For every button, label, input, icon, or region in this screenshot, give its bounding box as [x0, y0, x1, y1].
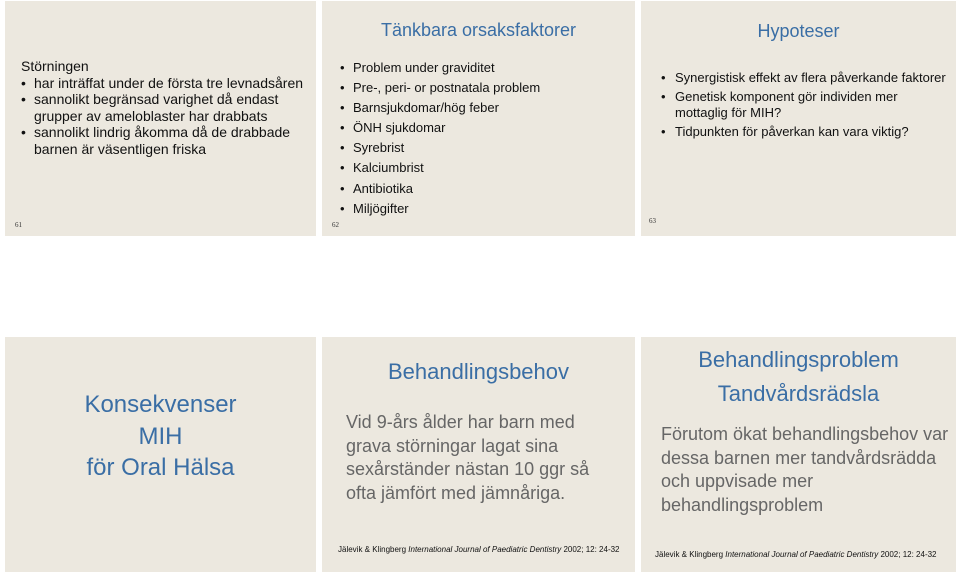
- bullet-item: • Antibiotika: [340, 179, 540, 199]
- slide-66-title: Behandlingsproblem: [698, 347, 899, 372]
- slide-63-bullets: [659, 70, 951, 142]
- slide-61: [5, 1, 316, 236]
- bullet-item: • Syrebrist: [340, 138, 540, 158]
- slide-63-title: Hypoteser: [757, 21, 840, 41]
- slide-65-title: Behandlingsbehov: [387, 359, 570, 384]
- title-line: för Oral Hälsa: [86, 454, 235, 481]
- citation-authors: Jälevik & Klingberg: [338, 545, 409, 554]
- bullet-item: • Barnsjukdomar/hög feber: [340, 98, 540, 118]
- bullet-item: • sannolikt begränsad varighet då endast grupper av ameloblaster har drabbats: [21, 91, 311, 124]
- citation-journal: International Journal of Paediatric Dentistry: [408, 545, 562, 554]
- bullet-item: • har inträffat under de första tre levnadsåren: [21, 75, 311, 92]
- slide-61-bullets: [21, 75, 311, 158]
- bullet-item: • Problem under graviditet: [340, 58, 540, 78]
- citation-journal: International Journal of Paediatric Dentistry: [725, 550, 879, 559]
- slide-62: [322, 1, 635, 236]
- citation-details: 2002; 12: 24-32: [878, 550, 937, 559]
- title-line: MIH: [138, 422, 183, 450]
- slide-62-title: Tänkbara orsaksfaktorer: [380, 20, 577, 40]
- citation-details: 2002; 12: 24-32: [561, 545, 620, 554]
- slide-65: [322, 337, 635, 572]
- slide-64: [5, 337, 316, 572]
- slide-63: [641, 1, 956, 236]
- bullet-item: • Synergistisk effekt av flera påverkande faktorer: [659, 70, 951, 87]
- slide-61-body: [21, 58, 311, 157]
- slide-64-title: [5, 389, 316, 484]
- slide-66: [641, 337, 956, 572]
- slide-62-bullets: [340, 58, 540, 219]
- bullet-item: • ÖNH sjukdomar: [340, 118, 540, 138]
- citation: [655, 550, 937, 559]
- bullet-item: • Kalciumbrist: [340, 158, 540, 178]
- bullet-item: • Genetisk komponent gör individen mer mottaglig för MIH?: [659, 89, 951, 122]
- citation-authors: Jälevik & Klingberg: [655, 550, 726, 559]
- title-line: Konsekvenser: [84, 391, 237, 418]
- slide-66-subtitle: Tandvårdsrädsla: [717, 381, 880, 406]
- citation: [338, 545, 620, 554]
- bullet-item: • Pre-, peri- or postnatala problem: [340, 78, 540, 98]
- bullet-item: • Miljögifter: [340, 199, 540, 219]
- bullet-item: • Tidpunkten för påverkan kan vara viktig?: [659, 124, 951, 141]
- bullet-item: • sannolikt lindrig åkomma då de drabbade barnen är väsentligen friska: [21, 124, 311, 157]
- slide-number: 62: [332, 221, 339, 229]
- slide-61-heading: Störningen: [21, 58, 89, 74]
- slide-number: 61: [15, 221, 22, 229]
- slide-66-text: Förutom ökat behandlingsbehov var dessa barnen mer tandvårdsrädda och uppvisade mer behandlingsproblem: [661, 424, 949, 515]
- slide-65-text: Vid 9-års ålder har barn med grava störningar lagat sina sexårständer nästan 10 ggr så ofta jämfört med jämnåriga.: [346, 412, 590, 503]
- slide-number: 63: [649, 217, 656, 225]
